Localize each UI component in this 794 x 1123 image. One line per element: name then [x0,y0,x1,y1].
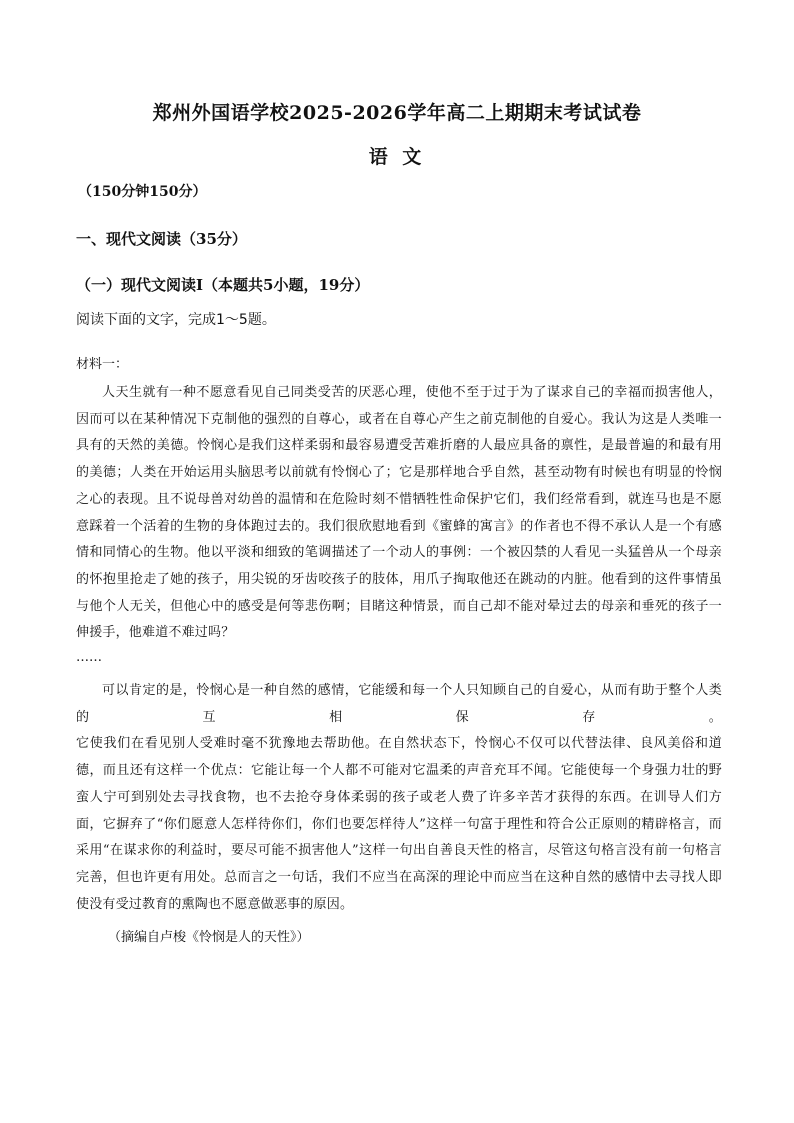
reading-instruction: 阅读下面的文字，完成1～5题。 [76,312,276,328]
passage-paragraph-2 [76,678,722,918]
section-heading: 一、现代文阅读（35分） [76,230,247,248]
material-label: 材料一： [76,357,129,372]
passage-ellipsis: …… [76,650,102,665]
subsection-heading: （一）现代文阅读Ⅰ（本题共5小题，19分） [76,276,370,294]
time-score-note: （150分钟150分） [78,184,207,200]
source-citation: （摘编自卢梭《怜悯是人的天性》） [108,930,310,945]
exam-title: 郑州外国语学校2025-2026学年高二上期期末考试试卷 [152,102,642,124]
passage-paragraph-1: 人天生就有一种不愿意看见自己同类受苦的厌恶心理，使他不至于过于为了谋求自己的幸福而损害他人，因而可以在某种情况下克制他的强烈的自尊心，或者在自尊心产生之前克制他的自爱心。我认为这是人类唯一具有的天然的美德。怜悯心是我们这样柔弱和最容易遭受苦难折磨的人最应具备的禀性，是最普遍的和最有用的美德；人类在开始运用头脑思考以前就有怜悯心了；它是那样地合乎自然，甚至动物有时候也有明显的怜悯之心的表现。且不说母兽对幼兽的温情和在危险时刻不惜牺牲性命保护它们，我们经常看到，就连马也是不愿意踩着一个活着的生物的身体跑过去的。我们很欣慰地看到《蜜蜂的寓言》的作者也不得不承认人是一个有感情和同情心的生物。他以平淡和细致的笔调描述了一个动人的事例：一个被囚禁的人看见一头猛兽从一个母亲的怀抱里抢走了她的孩子，用尖锐的牙齿咬孩子的肢体，用爪子掏取他还在跳动的内脏。他看到的这件事情虽与他个人无关，但他心中的感受是何等悲伤啊；目睹这种情景，而自己却不能对晕过去的母亲和垂死的孩子一伸援手，他难道不难过吗？ [76,385,722,641]
subject-title: 语 文 [368,146,426,168]
paragraph-2-lead: 可以肯定的是，怜悯心是一种自然的感情，它能缓和每一个人只知顾自己的自爱心，从而有助于整个人类的互相保存。 [76,683,722,725]
paragraph-2-body: 它使我们在看见别人受难时毫不犹豫地去帮助他。在自然状态下，怜悯心不仅可以代替法律、良风美俗和道德，而且还有这样一个优点：它能让每一个人都不可能对它温柔的声音充耳不闻。它能使每一个身强力壮的野蛮人宁可到别处去寻找食物，也不去抢夺身体柔弱的孩子或老人费了许多辛苦才获得的东西。在训导人们方面，它摒弃了“你们愿意人怎样待你们，你们也要怎样待人”这样一句富于理性和符合公正原则的精辟格言，而采用“在谋求你的利益时，要尽可能不损害他人”这样一句出自善良天性的格言，尽管这句格言没有前一句格言完善，但也许更有用处。总而言之一句话，我们不应当在高深的理论中而应当在这种自然的感情中去寻找人即使没有受过教育的熏陶也不愿意做恶事的原因。 [76,736,722,912]
